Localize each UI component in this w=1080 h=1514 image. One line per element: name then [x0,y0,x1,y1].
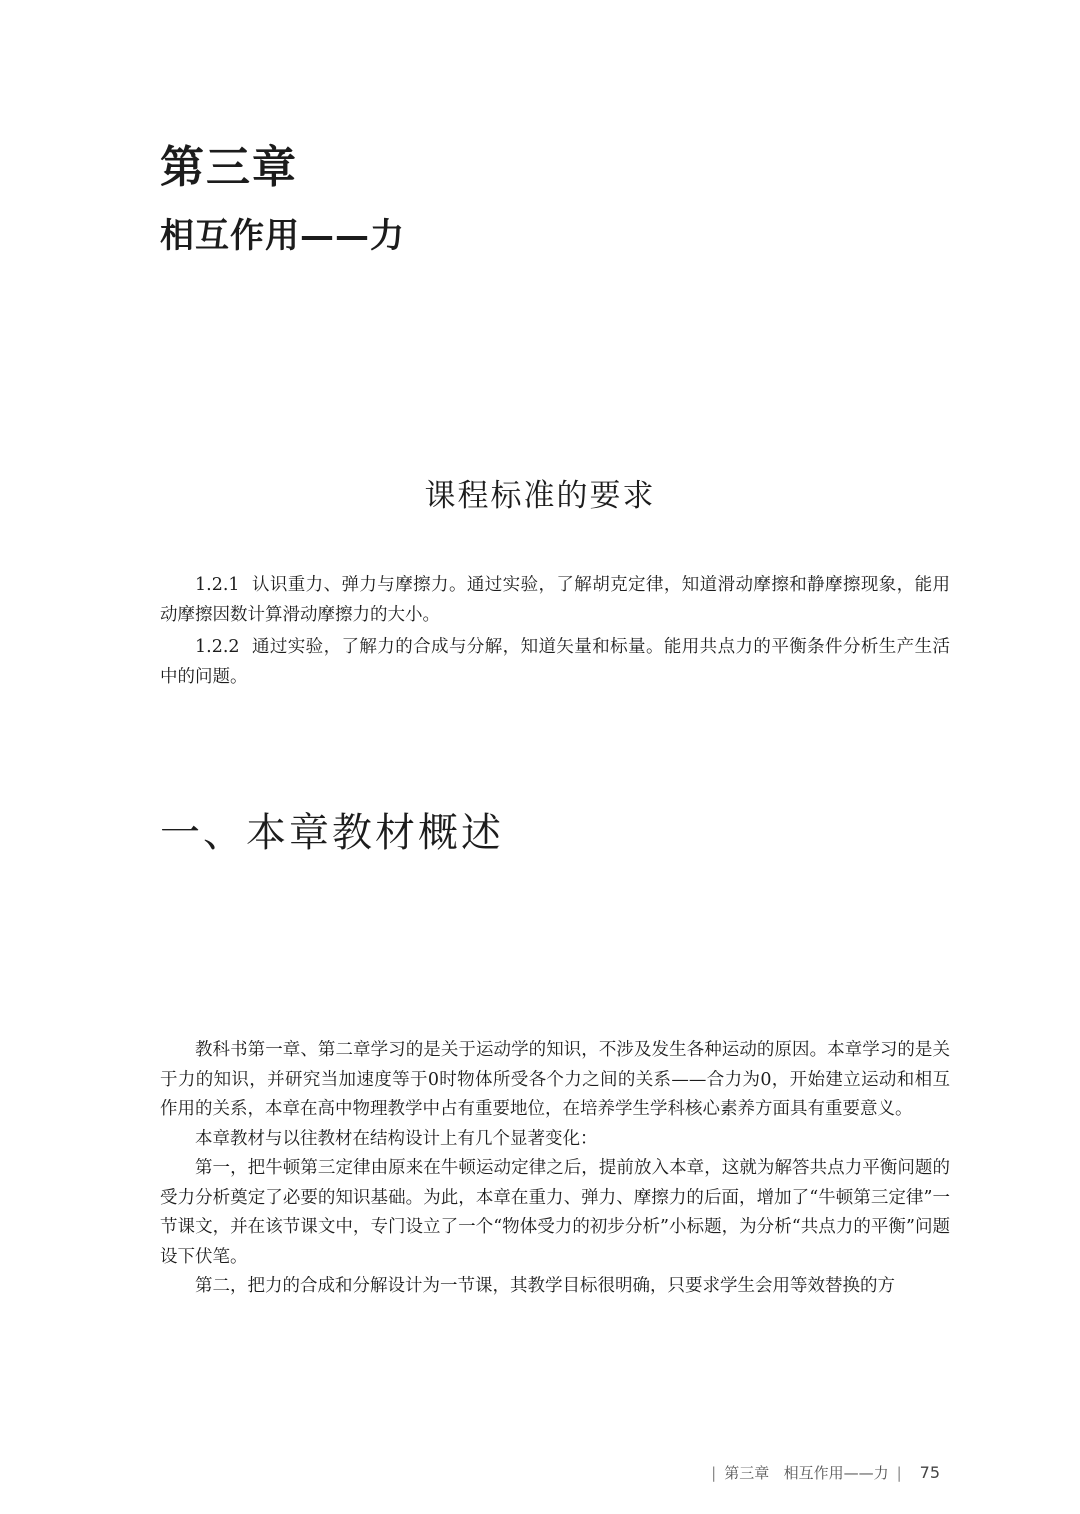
section-heading: 一、本章教材概述 [160,810,504,856]
standard-text: 通过实验，了解力的合成与分解，知道矢量和标量。能用共点力的平衡条件分析生产生活中的问题。 [160,637,950,687]
footer-divider: | [896,1464,902,1482]
body-paragraph: 教科书第一章、第二章学习的是关于运动学的知识，不涉及发生各种运动的原因。本章学习的是关于力的知识，并研究当加速度等于0时物体所受各个力之间的关系——合力为0，开始建立运动和相互作用的关系，本章在高中物理教学中占有重要地位，在培养学生学科核心素养方面具有重要意义。 [160,1040,950,1119]
footer-chapter: 第三章 [724,1464,770,1482]
page-footer [703,1462,940,1483]
standard-item [160,632,950,692]
chapter-number: 第三章 [160,142,298,193]
standards-list [160,570,950,694]
standard-code: 1.2.2 [195,637,240,657]
body-paragraph: 第一，把牛顿第三定律由原来在牛顿运动定律之后，提前放入本章，这就为解答共点力平衡问题的受力分析奠定了必要的知识基础。为此，本章在重力、弹力、摩擦力的后面，增加了“牛顿第三定律”一节课文，并在该节课文中，专门设立了一个“物体受力的初步分析”小标题，为分析“共点力的平衡”问题设下伏笔。 [160,1158,950,1267]
page-number: 75 [919,1463,940,1482]
standard-text: 认识重力、弹力与摩擦力。通过实验，了解胡克定律，知道滑动摩擦和静摩擦现象，能用动摩擦因数计算滑动摩擦力的大小。 [160,575,950,625]
standard-code: 1.2.1 [195,575,240,595]
standards-heading: 课程标准的要求 [424,478,656,514]
footer-divider: | [711,1464,717,1482]
body-paragraph: 本章教材与以往教材在结构设计上有几个显著变化： [195,1128,598,1149]
standard-item [160,570,950,630]
chapter-title: 相互作用——力 [160,216,405,256]
body-text [160,1036,950,1302]
footer-title: 相互作用——力 [783,1464,889,1482]
body-paragraph: 第二，把力的合成和分解设计为一节课，其教学目标很明确，只要求学生会用等效替换的方 [195,1276,895,1296]
